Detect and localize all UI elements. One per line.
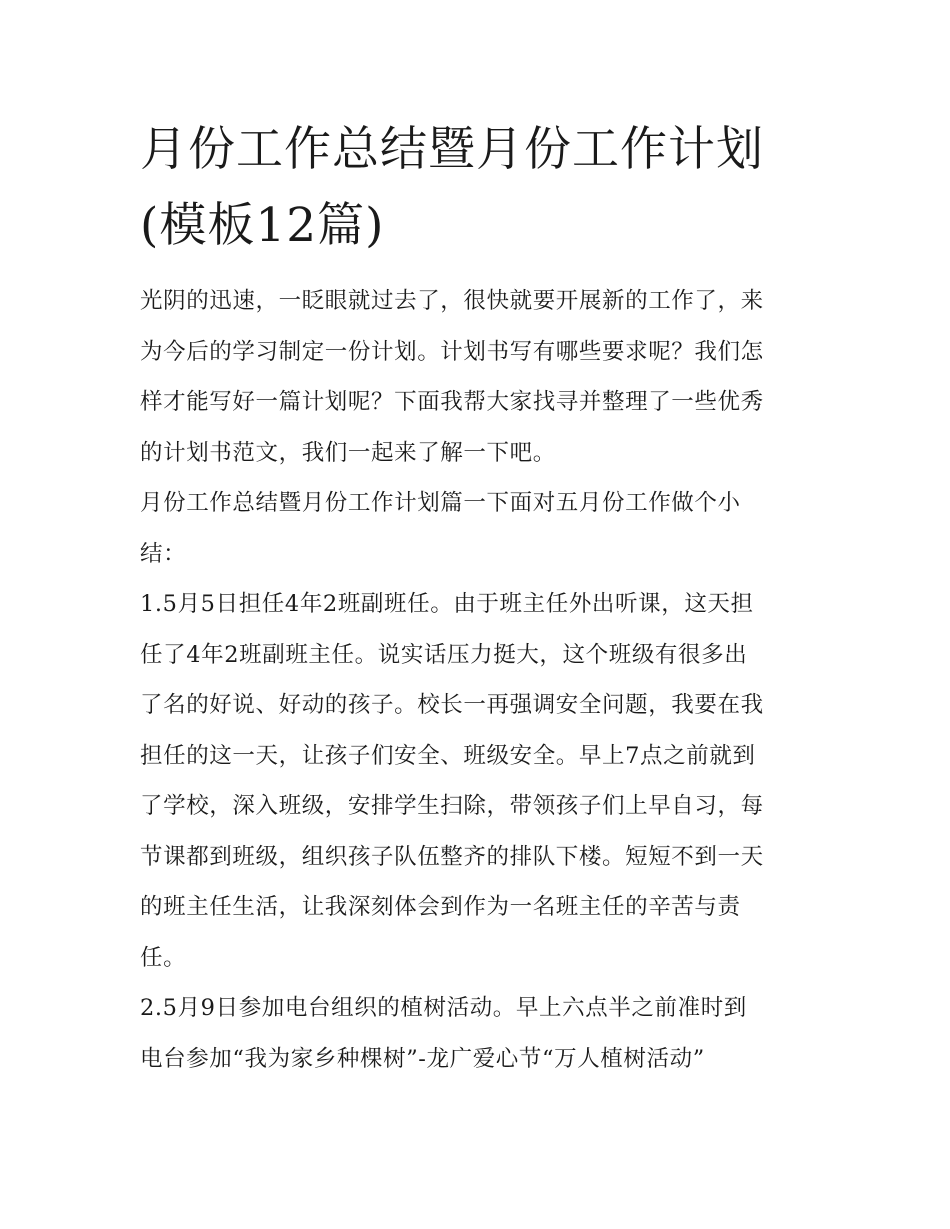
text-line: 2.5月9日参加电台组织的植树活动。早上六点半之前准时到 (140, 995, 747, 1021)
text-line: 担任的这一天，让孩子们安全、班级安全。早上7点之前就到 (140, 742, 756, 769)
text-line: 样才能写好一篇计划呢？下面我帮大家找寻并整理了一些优秀 (140, 389, 764, 415)
text-line: 的班主任生活，让我深刻体会到作为一名班主任的辛苦与责 (140, 894, 741, 920)
text-line: 光阴的迅速，一眨眼就过去了，很快就要开展新的工作了，来 (140, 288, 764, 314)
text-line: 结： (140, 540, 187, 567)
item-1-paragraph (140, 579, 830, 983)
text-line: 电台参加“我为家乡种棵树”-龙广爱心节“万人植树活动” (140, 1045, 705, 1072)
intro-paragraph (140, 276, 830, 478)
title-line: 月份工作总结暨月份工作计划 (140, 122, 764, 177)
text-line: 了名的好说、好动的孩子。校长一再强调安全问题，我要在我 (140, 692, 764, 718)
title-line: (模板12篇) (140, 198, 385, 253)
text-line: 1.5月5日担任4年2班副班任。由于班主任外出听课，这天担 (140, 591, 754, 617)
document-body (140, 276, 830, 1084)
item-2-paragraph (140, 983, 830, 1084)
text-line: 节课都到班级，组织孩子队伍整齐的排队下楼。短短不到一天 (140, 843, 764, 870)
text-line: 的计划书范文，我们一起来了解一下吧。 (140, 439, 556, 466)
document-title (140, 112, 820, 264)
text-line: 任。 (140, 944, 187, 971)
section-heading-paragraph (140, 478, 830, 579)
text-line: 月份工作总结暨月份工作计划篇一下面对五月份工作做个小 (140, 490, 741, 516)
text-line: 任了4年2班副班主任。说实话压力挺大，这个班级有很多出 (140, 641, 748, 668)
text-line: 为今后的学习制定一份计划。计划书写有哪些要求呢？我们怎 (140, 338, 764, 365)
text-line: 了学校，深入班级，安排学生扫除，带领孩子们上早自习，每 (140, 793, 764, 819)
